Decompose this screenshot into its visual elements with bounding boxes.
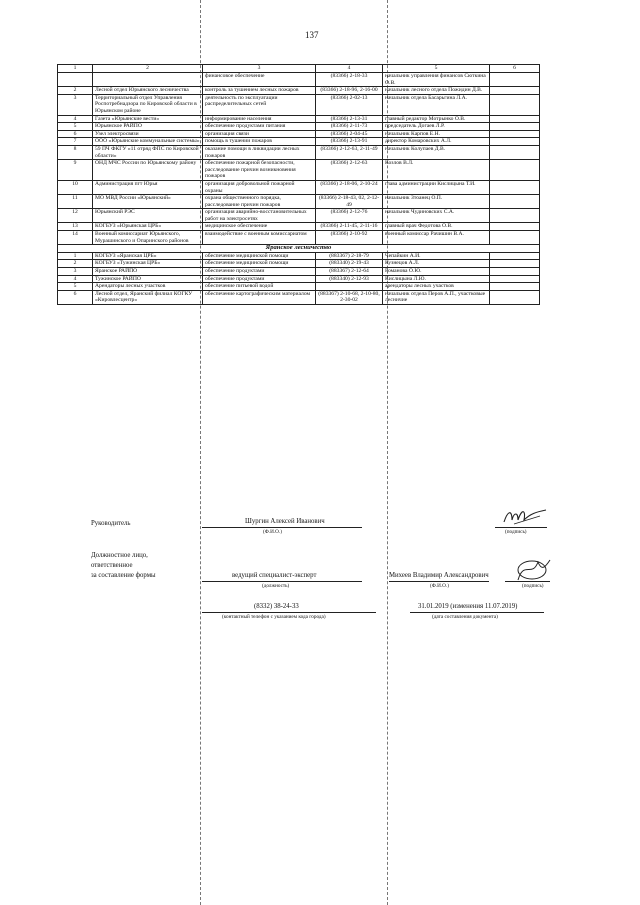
head-signature-line bbox=[495, 527, 547, 528]
cell-col-4: (883340) 2-12-93 bbox=[316, 275, 383, 283]
cell-col-1: 3 bbox=[58, 94, 93, 115]
phone-line bbox=[202, 612, 376, 613]
cell-col-5: главный редактор Мотрынко О.В. bbox=[383, 115, 490, 123]
cell-col-6 bbox=[490, 252, 540, 260]
cell-col-1: 8 bbox=[58, 145, 93, 159]
cell-col-1: 6 bbox=[58, 130, 93, 138]
cell-col-2: Юрьянское РАЙПО bbox=[93, 123, 203, 131]
responsible-label-3: за составление формы bbox=[91, 572, 156, 579]
cell-col-3: обеспечение картографическим материалом bbox=[203, 290, 316, 304]
cell-col-4 bbox=[316, 283, 383, 291]
cell-col-1 bbox=[58, 73, 93, 87]
section-title: Яранское лесничество bbox=[58, 245, 540, 253]
cell-col-4: (883367) 2-18-79 bbox=[316, 252, 383, 260]
cell-col-1: 2 bbox=[58, 260, 93, 268]
cell-col-6 bbox=[490, 123, 540, 131]
cell-col-5: Козлов В.Л. bbox=[383, 160, 490, 181]
cell-col-2 bbox=[93, 73, 203, 87]
table-row bbox=[58, 268, 540, 276]
head-signature-caption: (подпись) bbox=[505, 529, 527, 535]
table-row bbox=[58, 130, 540, 138]
cell-col-1: 3 bbox=[58, 268, 93, 276]
cell-col-2: Территориальный отдел Управления Роспотребнадзора по Кировской области в Юрьянском районе bbox=[93, 94, 203, 115]
cell-col-2: Газета «Юрьянские вести» bbox=[93, 115, 203, 123]
cell-col-3: обеспечение продуктами bbox=[203, 268, 316, 276]
table-row bbox=[58, 160, 540, 181]
cell-col-4: (83366) 2-13-31 bbox=[316, 115, 383, 123]
cell-col-6 bbox=[490, 130, 540, 138]
table-row bbox=[58, 252, 540, 260]
cell-col-5: начальник Чудиновских С.А. bbox=[383, 209, 490, 223]
cell-col-6: 6 bbox=[490, 65, 540, 73]
responsible-label-1: Должностное лицо, bbox=[91, 552, 148, 559]
cell-col-4: (883340) 2-19-43 bbox=[316, 260, 383, 268]
cell-col-4: (83366) 2-12-63, 2-11-49 bbox=[316, 145, 383, 159]
cell-col-4: (83366) 2-18-43, 02, 2-12-49 bbox=[316, 195, 383, 209]
document-date: 31.01.2019 (изменения 11.07.2019) bbox=[418, 603, 518, 610]
cell-col-2: КОГБУЗ «Юрьянская ЦРБ» bbox=[93, 223, 203, 231]
table-row bbox=[58, 283, 540, 291]
cell-col-3: охрана общественного порядка, расследование причин пожаров bbox=[203, 195, 316, 209]
table-row bbox=[58, 180, 540, 194]
cell-col-5: Чепайкин А.И. bbox=[383, 252, 490, 260]
cell-col-4: (83366) 2-12-76 bbox=[316, 209, 383, 223]
cell-col-3: обеспечение пожарной безопасности, расследование причин возникновения пожаров bbox=[203, 160, 316, 181]
cell-col-6 bbox=[490, 115, 540, 123]
cell-col-3: обеспечение медицинской помощи bbox=[203, 260, 316, 268]
cell-col-3: медицинское обеспечение bbox=[203, 223, 316, 231]
head-fio-caption: (Ф.И.О.) bbox=[263, 529, 282, 535]
cell-col-2: Тужинское РАЙПО bbox=[93, 275, 203, 283]
cell-col-2: Администрация пгт Юрья bbox=[93, 180, 203, 194]
cell-col-6 bbox=[490, 195, 540, 209]
cell-col-5: председатель Догаев Л.Р. bbox=[383, 123, 490, 131]
cell-col-6 bbox=[490, 290, 540, 304]
cell-col-2: Яранское РАЙПО bbox=[93, 268, 203, 276]
phone-caption: (контактный телефон с указанием кода города) bbox=[222, 614, 326, 620]
cell-col-6 bbox=[490, 209, 540, 223]
table-row bbox=[58, 123, 540, 131]
cell-col-5: начальник управления финансов Сюткина О.В. bbox=[383, 73, 490, 87]
position-line bbox=[202, 581, 362, 582]
cell-col-1: 1 bbox=[58, 65, 93, 73]
contacts-table bbox=[57, 64, 540, 305]
table-row bbox=[58, 290, 540, 304]
cell-col-2: Юрьянский РЭС bbox=[93, 209, 203, 223]
cell-col-2: КОГБУЗ «Тужинская ЦРБ» bbox=[93, 260, 203, 268]
table-row bbox=[58, 209, 540, 223]
cell-col-5: военный комиссар Рачишин В.А. bbox=[383, 231, 490, 245]
section-row bbox=[58, 245, 540, 253]
cell-col-2: Лесной отдел, Яранский филиал КОГКУ «Кировлесцентр» bbox=[93, 290, 203, 304]
table-row bbox=[58, 73, 540, 87]
cell-col-1: 7 bbox=[58, 138, 93, 146]
responsible-signature-caption: (подпись) bbox=[522, 583, 544, 589]
cell-col-4: (83366) 2-18-06, 2-10-24 bbox=[316, 180, 383, 194]
cell-col-4: (83366) 2-04-45 bbox=[316, 130, 383, 138]
cell-col-6 bbox=[490, 260, 540, 268]
cell-col-4: (83366) 2-12-63 bbox=[316, 160, 383, 181]
cell-col-1: 6 bbox=[58, 290, 93, 304]
cell-col-5: начальник отдела Перов А.П., участковые лесничие bbox=[383, 290, 490, 304]
cell-col-5: Кислицына Л.Ю. bbox=[383, 275, 490, 283]
head-signature-scribble bbox=[500, 506, 550, 528]
head-name-line bbox=[202, 527, 362, 528]
cell-col-6 bbox=[490, 94, 540, 115]
cell-col-6 bbox=[490, 73, 540, 87]
cell-col-2: Узел электросвязи bbox=[93, 130, 203, 138]
cell-col-1: 4 bbox=[58, 275, 93, 283]
contact-phone: (8332) 38-24-33 bbox=[254, 603, 299, 610]
table-row bbox=[58, 145, 540, 159]
cell-col-5: главный врач Федотова О.В. bbox=[383, 223, 490, 231]
cell-col-6 bbox=[490, 138, 540, 146]
date-caption: (дата составления документа) bbox=[432, 614, 498, 620]
cell-col-4: (883367) 2-12-64 bbox=[316, 268, 383, 276]
cell-col-2: 2 bbox=[93, 65, 203, 73]
cell-col-2: ОНД МЧС России по Юрьянскому району bbox=[93, 160, 203, 181]
cell-col-3: обеспечение продуктами питания bbox=[203, 123, 316, 131]
cell-col-6 bbox=[490, 180, 540, 194]
cell-col-3: контроль за тушением лесных пожаров bbox=[203, 87, 316, 95]
head-label: Руководитель bbox=[91, 520, 131, 527]
cell-col-3: финансовое обеспечение bbox=[203, 73, 316, 87]
cell-col-3: организация аварийно-восстановительных работ на электросетях bbox=[203, 209, 316, 223]
cell-col-6 bbox=[490, 87, 540, 95]
page-number: 137 bbox=[305, 30, 319, 40]
cell-col-3: организация добровольной пожарной охраны bbox=[203, 180, 316, 194]
table-row bbox=[58, 260, 540, 268]
cell-col-4: (83366) 2-11-45, 2-11-16 bbox=[316, 223, 383, 231]
cell-col-3: обеспечение питьевой водой bbox=[203, 283, 316, 291]
cell-col-4: (83366) 2-13-91 bbox=[316, 138, 383, 146]
cell-col-5: Романова О.Ю. bbox=[383, 268, 490, 276]
cell-col-1: 12 bbox=[58, 209, 93, 223]
cell-col-2: КОГБУЗ «Яранская ЦРБ» bbox=[93, 252, 203, 260]
cell-col-4: (83366) 2-02-13 bbox=[316, 94, 383, 115]
cell-col-5: Кузнецов А.Л. bbox=[383, 260, 490, 268]
cell-col-1: 14 bbox=[58, 231, 93, 245]
cell-col-1: 9 bbox=[58, 160, 93, 181]
cell-col-6 bbox=[490, 223, 540, 231]
cell-col-3: обеспечение медицинской помощи bbox=[203, 252, 316, 260]
cell-col-5: начальник Колупаев Д.В. bbox=[383, 145, 490, 159]
cell-col-1: 2 bbox=[58, 87, 93, 95]
cell-col-4: (83366) 2-10-92 bbox=[316, 231, 383, 245]
cell-col-5: 5 bbox=[383, 65, 490, 73]
cell-col-5: арендаторы лесных участков bbox=[383, 283, 490, 291]
table-header-row bbox=[58, 65, 540, 73]
cell-col-2: МО МВД России «Юрьянский» bbox=[93, 195, 203, 209]
cell-col-3: информирование населения bbox=[203, 115, 316, 123]
cell-col-1: 4 bbox=[58, 115, 93, 123]
cell-col-2: Арендаторы лесных участков bbox=[93, 283, 203, 291]
cell-col-5: начальник Карпов Е.Н. bbox=[383, 130, 490, 138]
cell-col-6 bbox=[490, 268, 540, 276]
cell-col-4: (83366) 2-11-73 bbox=[316, 123, 383, 131]
table-row bbox=[58, 195, 540, 209]
cell-col-5: начальник лесного отдела Пожидин Д.В. bbox=[383, 87, 490, 95]
cell-col-6 bbox=[490, 145, 540, 159]
cell-col-3: оказание помощи в ликвидации лесных пожаров bbox=[203, 145, 316, 159]
table-row bbox=[58, 115, 540, 123]
cell-col-3: взаимодействие с военным комиссариатом bbox=[203, 231, 316, 245]
cell-col-4: (883367) 2-10-68, 2-10-80, 2-30-02 bbox=[316, 290, 383, 304]
table-row bbox=[58, 87, 540, 95]
cell-col-5: начальник отдела Басарьгина Л.А. bbox=[383, 94, 490, 115]
cell-col-2: Лесной отдел Юрьянского лесничества bbox=[93, 87, 203, 95]
cell-col-1: 1 bbox=[58, 252, 93, 260]
cell-col-1: 13 bbox=[58, 223, 93, 231]
cell-col-5: начальник Зтоанец О.П. bbox=[383, 195, 490, 209]
cell-col-2: 59 ПЧ ФКГУ «11 отряд ФПС по Кировской области» bbox=[93, 145, 203, 159]
responsible-name-line bbox=[389, 581, 489, 582]
table-row bbox=[58, 275, 540, 283]
table-row bbox=[58, 231, 540, 245]
table-row bbox=[58, 138, 540, 146]
cell-col-1: 5 bbox=[58, 123, 93, 131]
cell-col-6 bbox=[490, 231, 540, 245]
position-caption: (должность) bbox=[262, 583, 290, 589]
cell-col-4: (83366) 2-18-96, 2-16-00 bbox=[316, 87, 383, 95]
cell-col-4: 4 bbox=[316, 65, 383, 73]
cell-col-3: 3 bbox=[203, 65, 316, 73]
cell-col-5: директор Комаровских А.Л. bbox=[383, 138, 490, 146]
cell-col-2: ООО «Юрьянские коммунальные системы» bbox=[93, 138, 203, 146]
cell-col-1: 10 bbox=[58, 180, 93, 194]
date-line bbox=[410, 612, 544, 613]
cell-col-6 bbox=[490, 283, 540, 291]
responsible-name: Михеев Владимир Александрович bbox=[389, 572, 489, 579]
cell-col-6 bbox=[490, 275, 540, 283]
cell-col-1: 11 bbox=[58, 195, 93, 209]
cell-col-4: (83366) 2-18-33 bbox=[316, 73, 383, 87]
cell-col-6 bbox=[490, 160, 540, 181]
cell-col-3: обеспечение продуктами bbox=[203, 275, 316, 283]
cell-col-3: организация связи bbox=[203, 130, 316, 138]
cell-col-3: деятельность по эксплуатации распределительных сетей bbox=[203, 94, 316, 115]
responsible-fio-caption: (Ф.И.О.) bbox=[430, 583, 449, 589]
head-name: Шургин Алексей Иванович bbox=[245, 518, 325, 525]
cell-col-5: глава администрации Кислицына Т.И. bbox=[383, 180, 490, 194]
responsible-position: ведущий специалист-эксперт bbox=[232, 572, 317, 579]
responsible-signature-line bbox=[505, 581, 550, 582]
table-row bbox=[58, 94, 540, 115]
cell-col-2: Военный комиссариат Юрьянского, Мурашинского и Опаринского районов bbox=[93, 231, 203, 245]
table-row bbox=[58, 223, 540, 231]
cell-col-1: 5 bbox=[58, 283, 93, 291]
responsible-label-2: ответственное bbox=[91, 562, 133, 569]
cell-col-3: помощь в тушении пожаров bbox=[203, 138, 316, 146]
